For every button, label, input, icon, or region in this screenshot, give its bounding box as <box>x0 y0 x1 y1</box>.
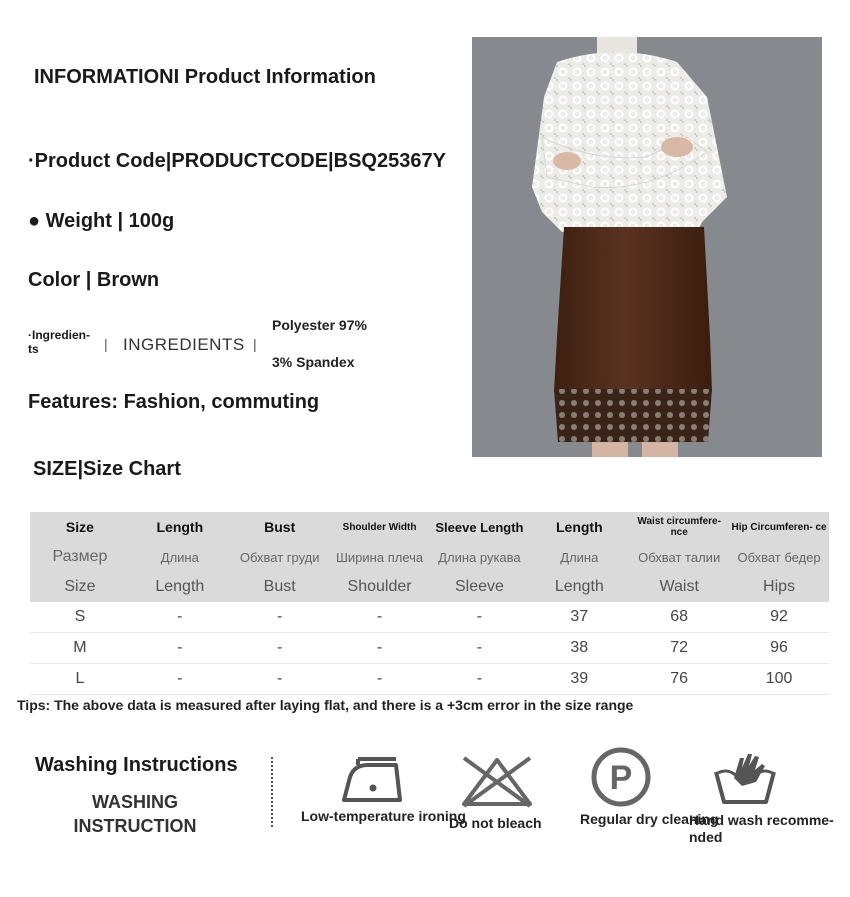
header-cell: Hip Circumferen- ce <box>729 512 829 542</box>
table-cell: - <box>230 664 330 695</box>
hand-wash-icon <box>712 748 778 808</box>
dry-clean-p-icon <box>590 746 652 808</box>
header-cell: Размер <box>30 542 130 572</box>
table-cell: 38 <box>529 633 629 664</box>
svg-text:P: P <box>609 759 633 797</box>
tips-note: Tips: The above data is measured after laying flat, and there is a +3cm error in the size range <box>17 697 634 713</box>
header-cell: Bust <box>230 572 330 602</box>
features: Features: Fashion, commuting <box>28 391 320 413</box>
header-cell: Длина рукава <box>430 542 530 572</box>
washing-label: Regular dry cleaning <box>580 811 719 827</box>
table-cell: L <box>30 664 130 695</box>
header-cell: Size <box>30 512 130 542</box>
table-cell: 72 <box>629 633 729 664</box>
header-cell: Waist <box>629 572 729 602</box>
ingredient-spandex: 3% Spandex <box>272 354 355 370</box>
table-cell: 37 <box>529 602 629 633</box>
table-cell: - <box>230 633 330 664</box>
table-cell: - <box>130 664 230 695</box>
header-cell: Shoulder Width <box>330 512 430 542</box>
table-cell: - <box>130 602 230 633</box>
header-cell: Обхват груди <box>230 542 330 572</box>
header-cell: Ширина плеча <box>330 542 430 572</box>
header-cell: Length <box>529 572 629 602</box>
header-cell: Length <box>529 512 629 542</box>
header-cell: Длина <box>130 542 230 572</box>
product-photo <box>472 37 822 457</box>
header-cell: Sleeve Length <box>430 512 530 542</box>
header-cell: Shoulder <box>330 572 430 602</box>
header-cell: Длина <box>529 542 629 572</box>
table-row <box>30 633 829 664</box>
table-cell: 100 <box>729 664 829 695</box>
ingredients-label-small: ·Ingredien- ts <box>28 328 90 356</box>
model-illustration <box>472 37 822 457</box>
no-bleach-icon <box>458 752 536 810</box>
color: Color | Brown <box>28 269 160 291</box>
table-cell: 76 <box>629 664 729 695</box>
header-cell: Size <box>30 572 130 602</box>
table-cell: - <box>330 633 430 664</box>
table-cell: - <box>430 633 530 664</box>
table-cell: - <box>430 602 530 633</box>
header-cell: Length <box>130 572 230 602</box>
table-header-row-ru <box>30 542 829 572</box>
product-code: ·Product Code|PRODUCTCODE|BSQ25367Y <box>28 150 446 172</box>
header-cell: Sleeve <box>430 572 530 602</box>
table-cell: S <box>30 602 130 633</box>
header-cell: Waist circumfere- nce <box>629 512 729 542</box>
washing-subtitle: WASHING INSTRUCTION <box>73 792 197 836</box>
table-header-row-short <box>30 572 829 602</box>
table-cell: 39 <box>529 664 629 695</box>
table-cell: - <box>130 633 230 664</box>
table-row <box>30 602 829 633</box>
table-cell: 68 <box>629 602 729 633</box>
weight: ● Weight | 100g <box>28 210 175 232</box>
separator: | <box>104 336 108 352</box>
header-cell: Обхват талии <box>629 542 729 572</box>
table-row <box>30 664 829 695</box>
washing-label: Low-temperature ironing <box>301 808 466 824</box>
table-cell: - <box>230 602 330 633</box>
table-cell: 92 <box>729 602 829 633</box>
divider <box>271 757 273 827</box>
header-cell: Length <box>130 512 230 542</box>
table-cell: - <box>430 664 530 695</box>
header-cell: Hips <box>729 572 829 602</box>
washing-label: Do not bleach <box>449 815 542 831</box>
header-cell: Обхват бедер <box>729 542 829 572</box>
table-cell: - <box>330 602 430 633</box>
table-cell: M <box>30 633 130 664</box>
table-cell: 96 <box>729 633 829 664</box>
product-info-title: INFORMATIONI Product Information <box>34 66 376 88</box>
table-cell: - <box>330 664 430 695</box>
ingredients-label: INGREDIENTS <box>123 335 245 354</box>
table-header-row <box>30 512 829 542</box>
header-cell: Bust <box>230 512 330 542</box>
size-chart-title: SIZE|Size Chart <box>33 458 181 480</box>
ingredient-polyester: Polyester 97% <box>272 317 367 333</box>
washing-label: Hand wash recomme- nded <box>689 812 834 845</box>
iron-icon <box>338 755 406 805</box>
washing-title: Washing Instructions <box>35 754 238 776</box>
separator: | <box>253 336 257 352</box>
size-chart-table <box>30 512 829 695</box>
